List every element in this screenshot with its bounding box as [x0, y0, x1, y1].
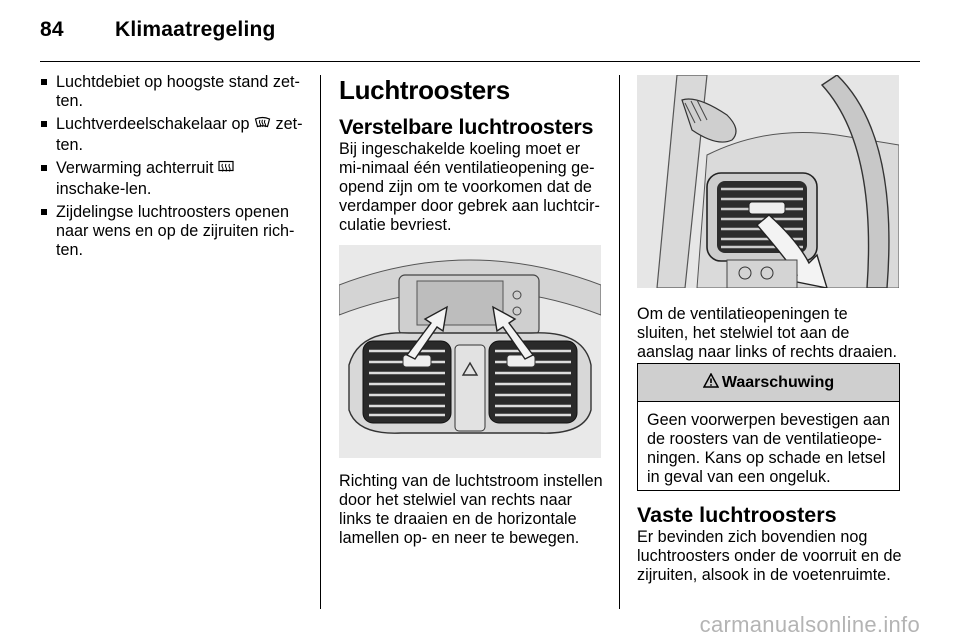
bullet-item	[40, 115, 305, 155]
paragraph: Er bevinden zich bovendien nog luchtroosters onder de voorruit en de zijruiten, alsook in de voetenruimte.	[637, 528, 902, 584]
warning-triangle-icon	[703, 373, 722, 393]
bullet-square-icon	[41, 121, 47, 127]
header-rule	[40, 61, 920, 62]
bullet-square-icon	[41, 165, 47, 171]
page-number: 84	[40, 18, 64, 41]
column-divider-right	[619, 75, 620, 609]
warning-title: Waarschuwing	[721, 373, 835, 391]
bullet-item	[40, 73, 305, 111]
bullet-square-icon	[41, 209, 47, 215]
bullet-list	[40, 73, 305, 260]
subsection-heading: Vaste luchtroosters	[637, 503, 837, 527]
section-heading: Luchtroosters	[339, 75, 510, 105]
bullet-text: Luchtdebiet op hoogste stand zet-ten.	[56, 73, 300, 110]
bullet-text: Luchtverdeelschakelaar op	[56, 115, 254, 133]
column-left	[40, 73, 305, 264]
bullet-text: Verwarming achterruit	[56, 159, 218, 177]
bullet-square-icon	[41, 79, 47, 85]
bullet-text: Zijdelingse luchtroosters openen naar wens en op de zijruiten rich-ten.	[56, 203, 295, 259]
bullet-item	[40, 159, 305, 199]
windshield-defrost-icon	[254, 116, 271, 136]
watermark: carmanualsonline.info	[699, 612, 920, 637]
column-middle	[339, 75, 603, 235]
paragraph: Bij ingeschakelde koeling moet er mi-nimaal één ventilatieopening ge-opend zijn om te voorkomen dat de verdamper door gebrek aan luchtcir-culatie bevriest.	[339, 140, 600, 234]
subsection-heading: Verstelbare luchtroosters	[339, 115, 594, 139]
center-air-vents-illustration	[339, 245, 601, 458]
paragraph: Om de ventilatieopeningen te sluiten, het stelwiel tot aan de aanslag naar links of rechts draaien.	[637, 305, 898, 361]
warning-box	[637, 363, 900, 491]
warning-header	[638, 364, 899, 402]
bullet-text: inschake-len.	[56, 180, 152, 198]
page-title: Klimaatregeling	[115, 18, 276, 41]
page-header	[40, 18, 276, 42]
bullet-item	[40, 203, 305, 260]
figure-caption: Richting van de luchtstroom instellen door het stelwiel van rechts naar links te draaien en de horizontale lamellen op- en neer te bewegen.	[339, 472, 603, 547]
warning-text: Geen voorwerpen bevestigen aan de roosters van de ventilatieope-ningen. Kans op schade en letsel in geval van een ongeluk.	[647, 411, 890, 486]
rear-window-heating-icon	[218, 160, 234, 180]
side-air-vent-illustration	[637, 75, 899, 288]
bullet-text: zet-ten.	[56, 115, 303, 154]
column-divider-left	[320, 75, 321, 609]
